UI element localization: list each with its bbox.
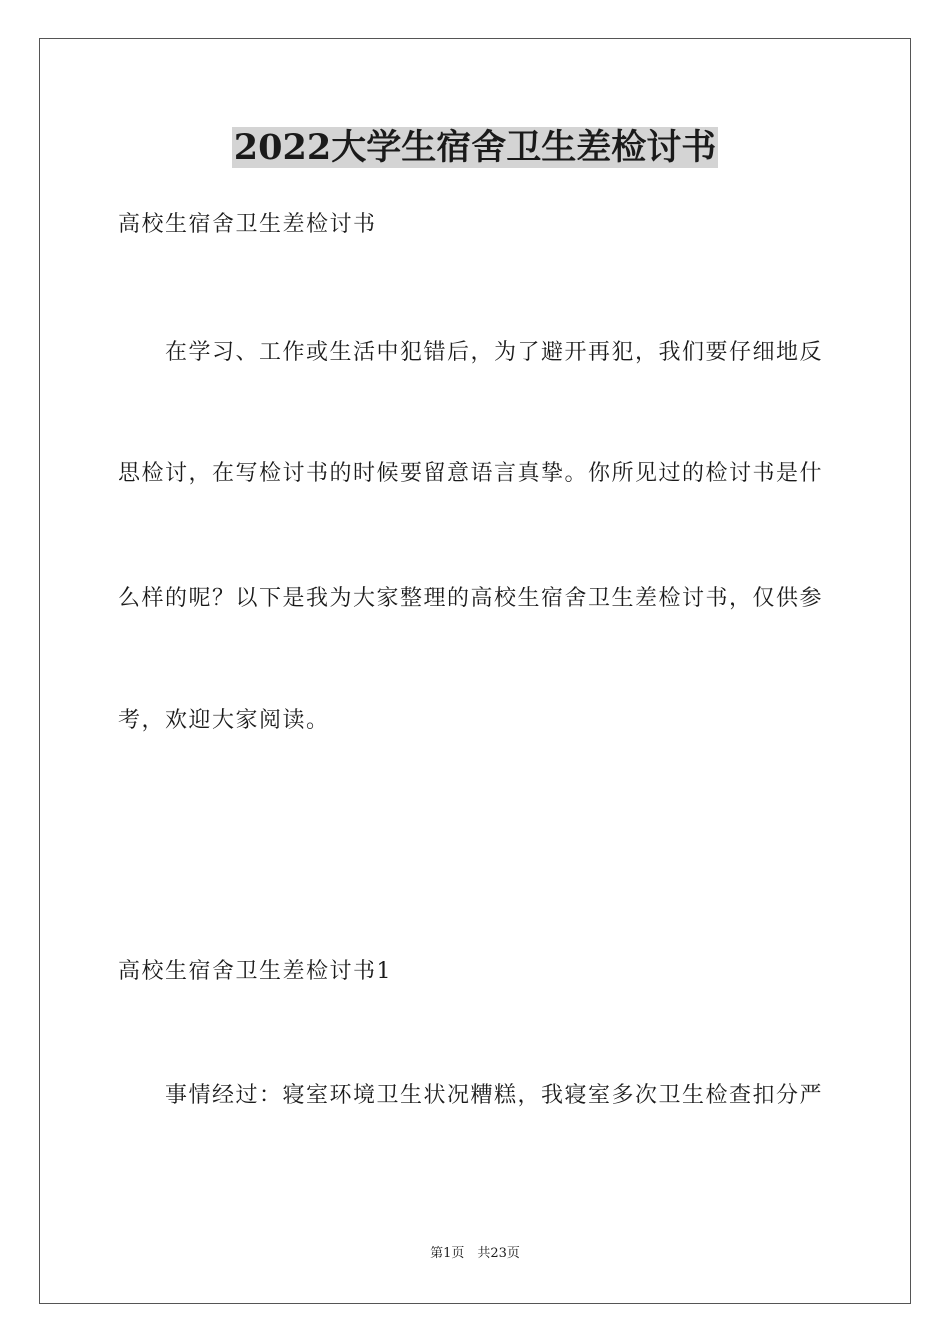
intro-line-3: 么样的呢？以下是我为大家整理的高校生宿舍卫生差检讨书，仅供参 [118, 586, 824, 611]
intro-line-1: 在学习、工作或生活中犯错后，为了避开再犯，我们要仔细地反 [118, 340, 824, 365]
page-footer: 第1页 共23页 [430, 1246, 520, 1261]
intro-line-2: 思检讨，在写检讨书的时候要留意语言真挚。你所见过的检讨书是什 [118, 461, 824, 486]
document-title-text: 2022大学生宿舍卫生差检讨书 [233, 127, 717, 168]
document-subtitle: 高校生宿舍卫生差检讨书 [118, 212, 377, 237]
section-heading: 高校生宿舍卫生差检讨书1 [118, 959, 392, 984]
document-title [0, 126, 950, 170]
intro-line-4: 考，欢迎大家阅读。 [118, 708, 330, 733]
body-line-1: 事情经过：寝室环境卫生状况糟糕，我寝室多次卫生检查扣分严 [118, 1083, 824, 1108]
